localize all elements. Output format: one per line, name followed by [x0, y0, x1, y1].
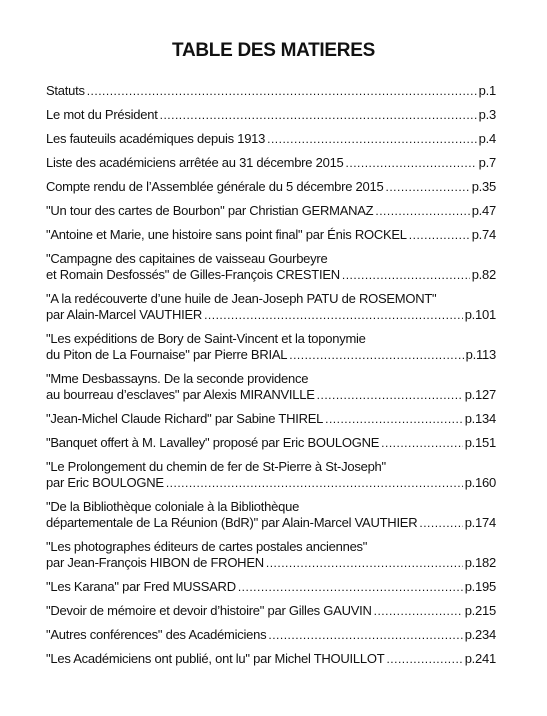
dot-leader — [268, 627, 462, 643]
dot-leader — [385, 179, 469, 195]
toc-page-number: p.35 — [471, 179, 496, 194]
toc-entry-line-with-page — [46, 155, 496, 171]
toc-entry — [46, 603, 496, 619]
toc-page-number: p.82 — [471, 267, 496, 282]
toc-entry-line-with-page — [46, 435, 496, 451]
dot-leader — [267, 131, 477, 147]
toc-entry-title: Liste des académiciens arrêtée au 31 décembre 2015 — [46, 155, 344, 170]
toc-entry-title: "A la redécouverte d’une huile de Jean-Joseph PATU de ROSEMONT" — [46, 291, 437, 306]
toc-page-number: p.182 — [464, 555, 496, 570]
toc-page-number: p.151 — [464, 435, 496, 450]
toc-entry — [46, 579, 496, 595]
dot-leader — [289, 347, 463, 363]
toc-entry-title: Les fauteuils académiques depuis 1913 — [46, 131, 266, 146]
toc-entry-title: "Banquet offert à M. Lavalley" proposé par Eric BOULOGNE — [46, 435, 380, 450]
dot-leader — [160, 107, 477, 123]
toc-entry-line — [46, 371, 496, 387]
toc-entry-line-with-page — [46, 603, 496, 619]
toc-entry-title: et Romain Desfossés" de Gilles-François CRESTIEN — [46, 267, 340, 282]
toc-entry-line-with-page — [46, 83, 496, 99]
toc-entry — [46, 155, 496, 171]
toc-entry-line-with-page — [46, 387, 496, 403]
dot-leader — [317, 387, 463, 403]
toc-entry-title: "Autres conférences" des Académiciens — [46, 627, 267, 642]
toc-entry — [46, 371, 496, 403]
toc-entry-line-with-page — [46, 579, 496, 595]
toc-entry-title: "Jean-Michel Claude Richard" par Sabine THIREL — [46, 411, 324, 426]
toc-page-number: p.174 — [464, 515, 496, 530]
toc-entry-line — [46, 499, 496, 515]
toc-entry — [46, 227, 496, 243]
toc-entry — [46, 131, 496, 147]
toc-entry-line-with-page — [46, 267, 496, 283]
toc-entry-line-with-page — [46, 307, 496, 323]
toc-entry — [46, 107, 496, 123]
toc-page-number: p.127 — [464, 387, 496, 402]
toc-page-number: p.215 — [464, 603, 496, 618]
toc-page-number: p.113 — [465, 347, 496, 362]
toc-page-number: p.7 — [478, 155, 496, 170]
toc-entry-title: "Un tour des cartes de Bourbon" par Christian GERMANAZ — [46, 203, 374, 218]
toc-entry — [46, 331, 496, 363]
table-of-contents — [46, 83, 496, 675]
toc-entry — [46, 291, 496, 323]
toc-entry-title: "Les photographes éditeurs de cartes postales anciennes" — [46, 539, 368, 554]
dot-leader — [342, 267, 470, 283]
toc-page-number: p.134 — [464, 411, 496, 426]
dot-leader — [381, 435, 463, 451]
toc-entry — [46, 459, 496, 491]
dot-leader — [325, 411, 463, 427]
dot-leader — [238, 579, 463, 595]
toc-entry-title: par Jean-François HIBON de FROHEN — [46, 555, 264, 570]
toc-page-number: p.160 — [464, 475, 496, 490]
toc-entry-title: du Piton de La Fournaise" par Pierre BRIAL — [46, 347, 288, 362]
dot-leader — [374, 603, 463, 619]
dot-leader — [386, 651, 462, 667]
toc-entry-line-with-page — [46, 651, 496, 667]
toc-entry-line-with-page — [46, 515, 496, 531]
toc-entry — [46, 179, 496, 195]
toc-page-number: p.241 — [464, 651, 496, 666]
toc-entry-title: "Le Prolongement du chemin de fer de St-Pierre à St-Joseph" — [46, 459, 386, 474]
toc-entry — [46, 251, 496, 283]
toc-entry-line-with-page — [46, 347, 496, 363]
page-title: TABLE DES MATIERES — [172, 40, 375, 61]
toc-entry-title: par Alain-Marcel VAUTHIER — [46, 307, 203, 322]
toc-entry-line-with-page — [46, 475, 496, 491]
dot-leader — [346, 155, 477, 171]
toc-entry-title: Compte rendu de l’Assemblée générale du 5 décembre 2015 — [46, 179, 384, 194]
toc-page-number: p.47 — [471, 203, 496, 218]
dot-leader — [266, 555, 463, 571]
toc-entry-title: "De la Bibliothèque coloniale à la Bibliothèque — [46, 499, 300, 514]
toc-entry — [46, 499, 496, 531]
toc-entry-line — [46, 331, 496, 347]
toc-entry-title: au bourreau d’esclaves" par Alexis MIRANVILLE — [46, 387, 315, 402]
toc-entry-line — [46, 459, 496, 475]
toc-page-number: p.101 — [464, 307, 496, 322]
dot-leader — [375, 203, 469, 219]
toc-entry-line — [46, 291, 496, 307]
toc-entry-title: "Campagne des capitaines de vaisseau Gourbeyre — [46, 251, 328, 266]
toc-entry-title: Statuts — [46, 83, 85, 98]
toc-entry-line-with-page — [46, 107, 496, 123]
toc-entry-line-with-page — [46, 203, 496, 219]
toc-entry-line — [46, 539, 496, 555]
toc-entry-title: "Les Karana" par Fred MUSSARD — [46, 579, 236, 594]
toc-entry-title: par Eric BOULOGNE — [46, 475, 164, 490]
toc-entry — [46, 83, 496, 99]
toc-entry-line-with-page — [46, 411, 496, 427]
toc-page-number: p.3 — [478, 107, 496, 122]
dot-leader — [419, 515, 462, 531]
toc-entry-line-with-page — [46, 555, 496, 571]
toc-entry-line-with-page — [46, 179, 496, 195]
toc-entry-title: "Les Académiciens ont publié, ont lu" par Michel THOUILLOT — [46, 651, 385, 666]
dot-leader — [87, 83, 477, 99]
toc-entry-title: départementale de La Réunion (BdR)" par Alain-Marcel VAUTHIER — [46, 515, 418, 530]
toc-entry — [46, 651, 496, 667]
dot-leader — [166, 475, 463, 491]
toc-entry-line — [46, 251, 496, 267]
toc-page-number: p.234 — [464, 627, 496, 642]
toc-entry-title: Le mot du Président — [46, 107, 158, 122]
toc-page-number: p.74 — [471, 227, 496, 242]
toc-entry — [46, 435, 496, 451]
toc-entry — [46, 203, 496, 219]
toc-entry-line-with-page — [46, 227, 496, 243]
toc-page-number: p.195 — [464, 579, 496, 594]
toc-entry-line-with-page — [46, 131, 496, 147]
toc-page-number: p.1 — [478, 83, 496, 98]
toc-entry-title: "Les expéditions de Bory de Saint-Vincent et la toponymie — [46, 331, 366, 346]
toc-entry-title: "Antoine et Marie, une histoire sans point final" par Énis ROCKEL — [46, 227, 407, 242]
dot-leader — [204, 307, 463, 323]
toc-entry — [46, 627, 496, 643]
toc-entry-line-with-page — [46, 627, 496, 643]
dot-leader — [409, 227, 470, 243]
toc-page-number: p.4 — [478, 131, 496, 146]
toc-entry-title: "Devoir de mémoire et devoir d’histoire" par Gilles GAUVIN — [46, 603, 372, 618]
toc-entry — [46, 411, 496, 427]
toc-entry-title: "Mme Desbassayns. De la seconde providence — [46, 371, 309, 386]
toc-entry — [46, 539, 496, 571]
